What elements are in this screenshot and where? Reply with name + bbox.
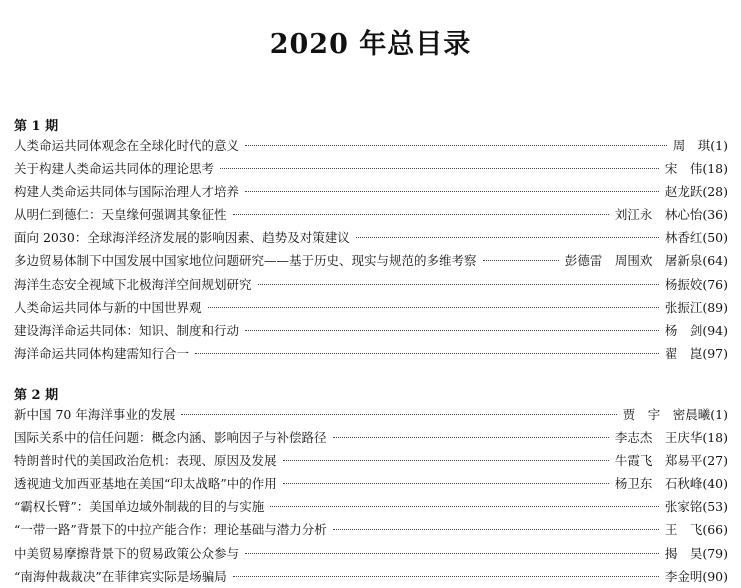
entry-title: 人类命运共同体与新的中国世界观: [14, 299, 202, 315]
dot-leader: [245, 330, 659, 331]
toc-entry[interactable]: [14, 296, 728, 319]
entry-title: 国际关系中的信任问题：概念内涵、影响因子与补偿路径: [14, 430, 327, 446]
entry-title: 人类命运共同体观念在全球化时代的意义: [14, 138, 240, 153]
entry-author-page: 李金明(90): [664, 568, 728, 584]
entry-author-page: 王 飞(66): [664, 522, 728, 538]
issue-heading-1: 第 1 期: [14, 119, 59, 134]
toc-entry[interactable]: [14, 203, 728, 226]
dot-leader: [245, 553, 659, 554]
entry-title: 新中国 70 年海洋事业的发展: [14, 407, 176, 422]
issue-heading-2: 第 2 期: [14, 388, 59, 403]
entry-author-page: 林香红(50): [664, 230, 728, 246]
dot-leader: [245, 145, 667, 146]
entry-author-page: 贾 宇 密晨曦(1): [622, 407, 728, 422]
dot-leader: [233, 214, 609, 215]
entry-author-page: 揭 昊(79): [664, 545, 728, 561]
toc-list-issue-2: [14, 403, 728, 588]
dot-leader: [233, 576, 659, 577]
toc-entry[interactable]: [14, 542, 728, 565]
toc-entry[interactable]: [14, 565, 728, 588]
toc-entry[interactable]: [14, 472, 728, 495]
entry-title: 透视迪戈加西亚基地在美国“印太战略”中的作用: [14, 476, 277, 492]
dot-leader: [195, 353, 659, 354]
entry-title: 面向 2030：全球海洋经济发展的影响因素、趋势及对策建议: [14, 230, 350, 246]
entry-author-page: 刘江永 林心怡(36): [614, 207, 728, 223]
entry-title: 从明仁到德仁：天皇缘何强调其象征性: [14, 207, 227, 223]
toc-entry[interactable]: [14, 495, 728, 518]
toc-entry[interactable]: [14, 426, 728, 449]
dot-leader: [245, 191, 659, 192]
entry-author-page: 张家铭(53): [664, 499, 728, 515]
dot-leader: [483, 260, 559, 261]
dot-leader: [356, 237, 659, 238]
entry-author-page: 彭德雷 周围欢 屠新泉(64): [564, 253, 728, 269]
entry-title: 中美贸易摩擦背景下的贸易政策公众参与: [14, 545, 240, 561]
entry-author-page: 李志杰 王庆华(18): [614, 430, 728, 446]
entry-author-page: 杨振姣(76): [664, 276, 728, 292]
toc-entry[interactable]: [14, 319, 728, 342]
entry-title: 特朗普时代的美国政治危机：表现、原因及发展: [14, 453, 277, 469]
dot-leader: [333, 437, 609, 438]
toc-entry[interactable]: [14, 403, 728, 426]
dot-leader: [283, 483, 609, 484]
entry-author-page: 杨 剑(94): [664, 322, 728, 338]
entry-title: 建设海洋命运共同体：知识、制度和行动: [14, 322, 240, 338]
toc-entry[interactable]: [14, 134, 728, 157]
entry-title: 多边贸易体制下中国发展中国家地位问题研究——基于历史、现实与规范的多维考察: [14, 253, 477, 269]
toc-entry[interactable]: [14, 226, 728, 249]
toc-entry[interactable]: [14, 273, 728, 296]
entry-author-page: 周 琪(1): [672, 138, 728, 153]
toc-entry[interactable]: [14, 449, 728, 472]
entry-author-page: 张振江(89): [664, 299, 728, 315]
dot-leader: [283, 460, 609, 461]
toc-entry[interactable]: [14, 180, 728, 203]
entry-title: 构建人类命运共同体与国际治理人才培养: [14, 184, 240, 200]
entry-title: 关于构建人类命运共同体的理论思考: [14, 161, 215, 177]
dot-leader: [181, 414, 616, 415]
dot-leader: [270, 506, 659, 507]
dot-leader: [258, 284, 659, 285]
entry-title: “一带一路”背景下的中拉产能合作：理论基础与潜力分析: [14, 522, 327, 538]
entry-title: 海洋生态安全视域下北极海洋空间规划研究: [14, 276, 252, 292]
dot-leader: [208, 307, 659, 308]
toc-entry[interactable]: [14, 342, 728, 365]
entry-title: “霸权长臂”：美国单边域外制裁的目的与实施: [14, 499, 265, 515]
entry-author-page: 杨卫东 石秋峰(40): [614, 476, 728, 492]
toc-entry[interactable]: [14, 249, 728, 272]
page-title: 2020 年总目录: [269, 29, 472, 60]
toc-entry[interactable]: [14, 157, 728, 180]
entry-author-page: 赵龙跃(28): [664, 184, 728, 200]
entry-title: “南海仲裁裁决”在菲律宾实际是场骗局: [14, 568, 227, 584]
toc-list-issue-1: [14, 134, 728, 365]
entry-title: 海洋命运共同体构建需知行合一: [14, 345, 190, 361]
entry-author-page: 翟 崑(97): [664, 345, 728, 361]
dot-leader: [220, 168, 659, 169]
toc-entry[interactable]: [14, 518, 728, 541]
dot-leader: [333, 529, 659, 530]
entry-author-page: 牛霞飞 郑易平(27): [614, 453, 728, 469]
entry-author-page: 宋 伟(18): [664, 161, 728, 177]
